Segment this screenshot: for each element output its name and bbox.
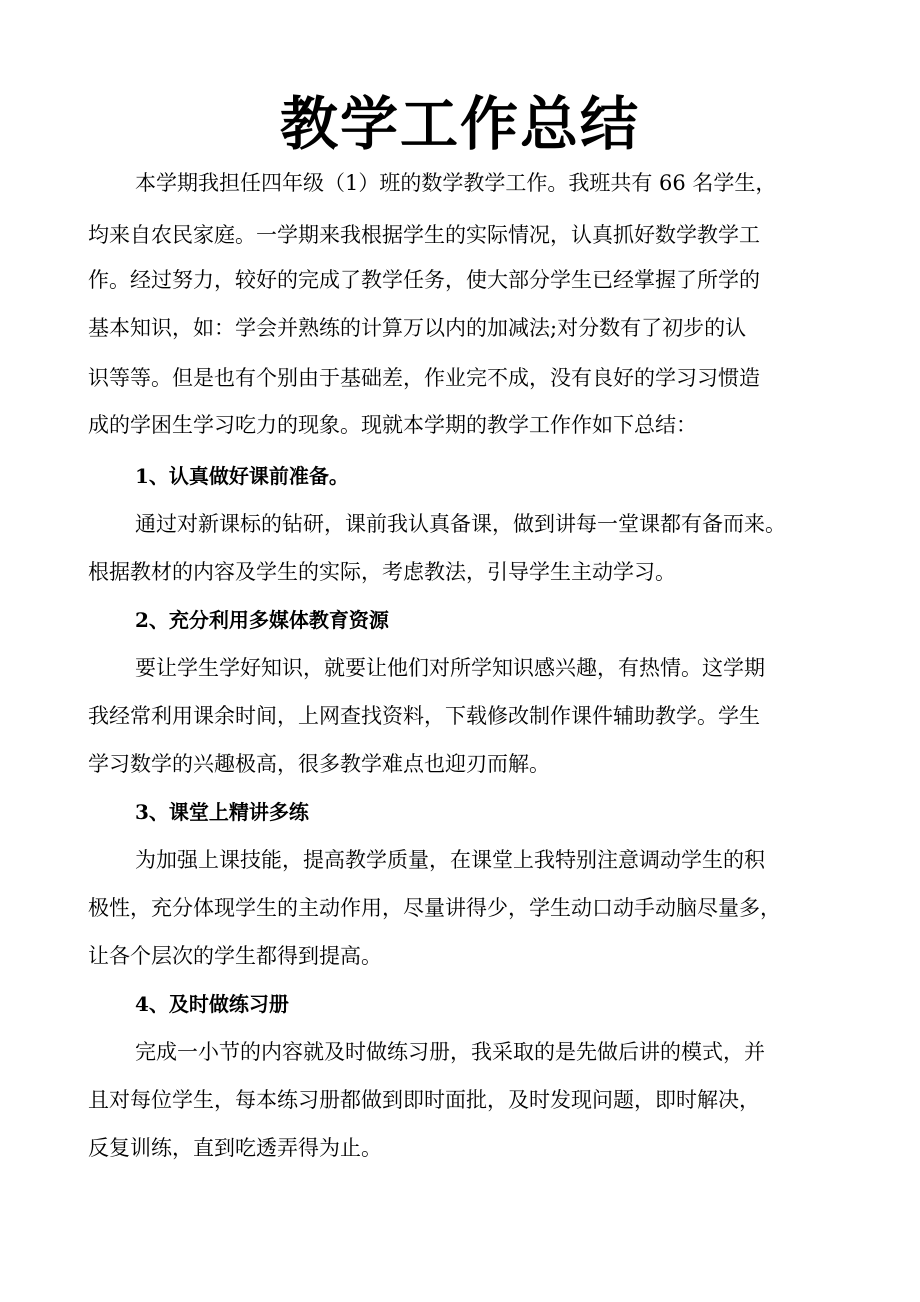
section-4-heading: 4、及时做练习册 [135,992,289,1016]
intro-line-2: 均来自农民家庭。一学期来我根据学生的实际情况，认真抓好数学教学工 [88,223,760,247]
section-2-line-1: 要让学生学好知识，就要让他们对所学知识感兴趣，有热情。这学期 [135,656,765,680]
section-3-line-2: 极性，充分体现学生的主动作用，尽量讲得少，学生动口动手动脑尽量多， [88,896,781,920]
section-2-line-3: 学习数学的兴趣极高，很多教学难点也迎刃而解。 [88,752,550,776]
section-3-line-3: 让各个层次的学生都得到提高。 [88,944,382,968]
section-1-line-1: 通过对新课标的钻研，课前我认真备课，做到讲每一堂课都有备而来。 [135,512,786,536]
section-2-line-2: 我经常利用课余时间，上网查找资料，下载修改制作课件辅助教学。学生 [88,704,760,728]
section-4-line-3: 反复训练，直到吃透弄得为止。 [88,1136,382,1160]
section-3-line-1: 为加强上课技能，提高教学质量，在课堂上我特别注意调动学生的积 [135,848,765,872]
section-4-line-2: 且对每位学生，每本练习册都做到即时面批，及时发现问题，即时解决， [88,1088,760,1112]
section-3-heading: 3、课堂上精讲多练 [135,800,309,824]
section-1-line-2: 根据教材的内容及学生的实际，考虑教法，引导学生主动学习。 [88,560,676,584]
intro-line-4: 基本知识，如：学会并熟练的计算万以内的加减法;对分数有了初步的认 [88,316,747,340]
intro-line-6: 成的学困生学习吃力的现象。现就本学期的教学工作作如下总结： [88,413,697,437]
section-2-heading: 2、充分利用多媒体教育资源 [135,608,389,632]
intro-line-1: 本学期我担任四年级（1）班的数学教学工作。我班共有 66 名学生， [135,171,777,195]
section-4-line-1: 完成一小节的内容就及时做练习册，我采取的是先做后讲的模式，并 [135,1040,765,1064]
document-title: 教学工作总结 [279,90,640,158]
intro-line-5: 识等等。但是也有个别由于基础差，作业完不成，没有良好的学习习惯造 [88,366,760,390]
section-1-heading: 1、认真做好课前准备。 [135,464,349,488]
intro-line-3: 作。经过努力，较好的完成了教学任务，使大部分学生已经掌握了所学的 [88,268,760,292]
